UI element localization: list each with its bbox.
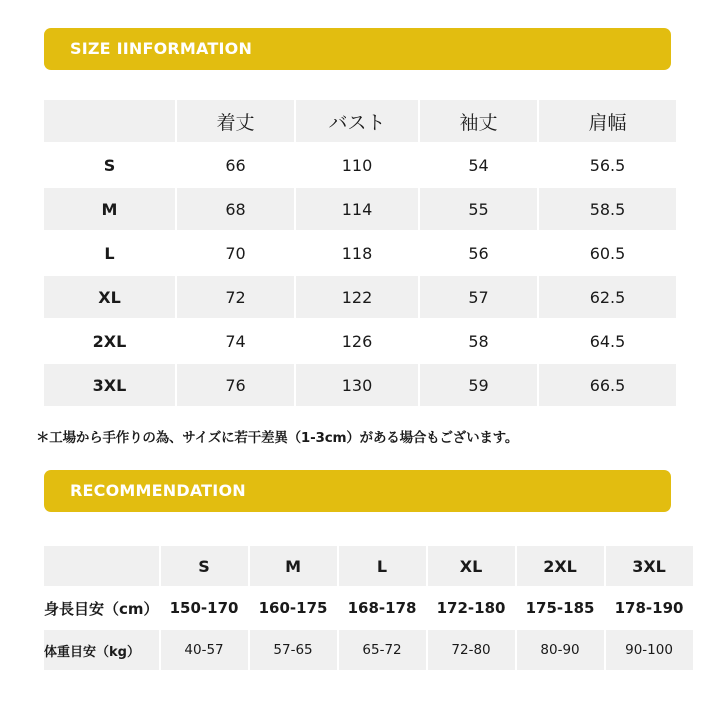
bust-value: 110 xyxy=(296,144,418,186)
header-cell-size: 2XL xyxy=(517,546,604,586)
weight-value: 72-80 xyxy=(428,630,515,670)
length-value: 76 xyxy=(177,364,294,406)
weight-value: 65-72 xyxy=(339,630,426,670)
header-cell-size: M xyxy=(250,546,337,586)
size-label: S xyxy=(44,144,175,186)
sleeve-value: 58 xyxy=(420,320,537,362)
sleeve-value: 57 xyxy=(420,276,537,318)
sleeve-value: 55 xyxy=(420,188,537,230)
height-value: 172-180 xyxy=(428,588,515,628)
weight-value: 40-57 xyxy=(161,630,248,670)
recommendation-header-row xyxy=(44,546,693,586)
height-row xyxy=(44,588,693,628)
shoulder-value: 62.5 xyxy=(539,276,676,318)
header-cell-sleeve: 袖丈 xyxy=(420,100,537,142)
size-label: M xyxy=(44,188,175,230)
header-cell-size: XL xyxy=(428,546,515,586)
height-value: 175-185 xyxy=(517,588,604,628)
weight-value: 90-100 xyxy=(606,630,693,670)
table-row xyxy=(44,144,676,186)
table-row xyxy=(44,364,676,406)
header-cell-bust: バスト xyxy=(296,100,418,142)
weight-row xyxy=(44,630,693,670)
recommendation-table xyxy=(42,544,695,672)
table-row xyxy=(44,188,676,230)
length-value: 74 xyxy=(177,320,294,362)
header-cell-size: S xyxy=(161,546,248,586)
header-cell-length: 着丈 xyxy=(177,100,294,142)
bust-value: 118 xyxy=(296,232,418,274)
height-value: 160-175 xyxy=(250,588,337,628)
header-cell-empty xyxy=(44,100,175,142)
height-value: 150-170 xyxy=(161,588,248,628)
recommendation-banner: RECOMMENDATION xyxy=(44,470,671,512)
header-cell-empty xyxy=(44,546,159,586)
header-cell-shoulder: 肩幅 xyxy=(539,100,676,142)
header-cell-size: 3XL xyxy=(606,546,693,586)
length-value: 70 xyxy=(177,232,294,274)
length-value: 66 xyxy=(177,144,294,186)
size-variance-note: ＊工場から手作りの為、サイズに若干差異（1-3cm）がある場合もございます。 xyxy=(36,430,519,446)
sleeve-value: 54 xyxy=(420,144,537,186)
bust-value: 114 xyxy=(296,188,418,230)
height-label: 身長目安（cm） xyxy=(44,588,159,628)
size-label: 3XL xyxy=(44,364,175,406)
header-cell-size: L xyxy=(339,546,426,586)
weight-value: 57-65 xyxy=(250,630,337,670)
size-table xyxy=(42,98,678,408)
shoulder-value: 64.5 xyxy=(539,320,676,362)
shoulder-value: 60.5 xyxy=(539,232,676,274)
height-value: 168-178 xyxy=(339,588,426,628)
shoulder-value: 56.5 xyxy=(539,144,676,186)
shoulder-value: 58.5 xyxy=(539,188,676,230)
weight-value: 80-90 xyxy=(517,630,604,670)
table-row xyxy=(44,276,676,318)
size-label: 2XL xyxy=(44,320,175,362)
shoulder-value: 66.5 xyxy=(539,364,676,406)
sleeve-value: 59 xyxy=(420,364,537,406)
bust-value: 126 xyxy=(296,320,418,362)
bust-value: 130 xyxy=(296,364,418,406)
weight-label: 体重目安（kg） xyxy=(44,630,159,670)
table-row xyxy=(44,232,676,274)
bust-value: 122 xyxy=(296,276,418,318)
length-value: 68 xyxy=(177,188,294,230)
size-table-header-row xyxy=(44,100,676,142)
height-value: 178-190 xyxy=(606,588,693,628)
size-label: L xyxy=(44,232,175,274)
size-label: XL xyxy=(44,276,175,318)
size-information-banner: SIZE IINFORMATION xyxy=(44,28,671,70)
table-row xyxy=(44,320,676,362)
sleeve-value: 56 xyxy=(420,232,537,274)
length-value: 72 xyxy=(177,276,294,318)
